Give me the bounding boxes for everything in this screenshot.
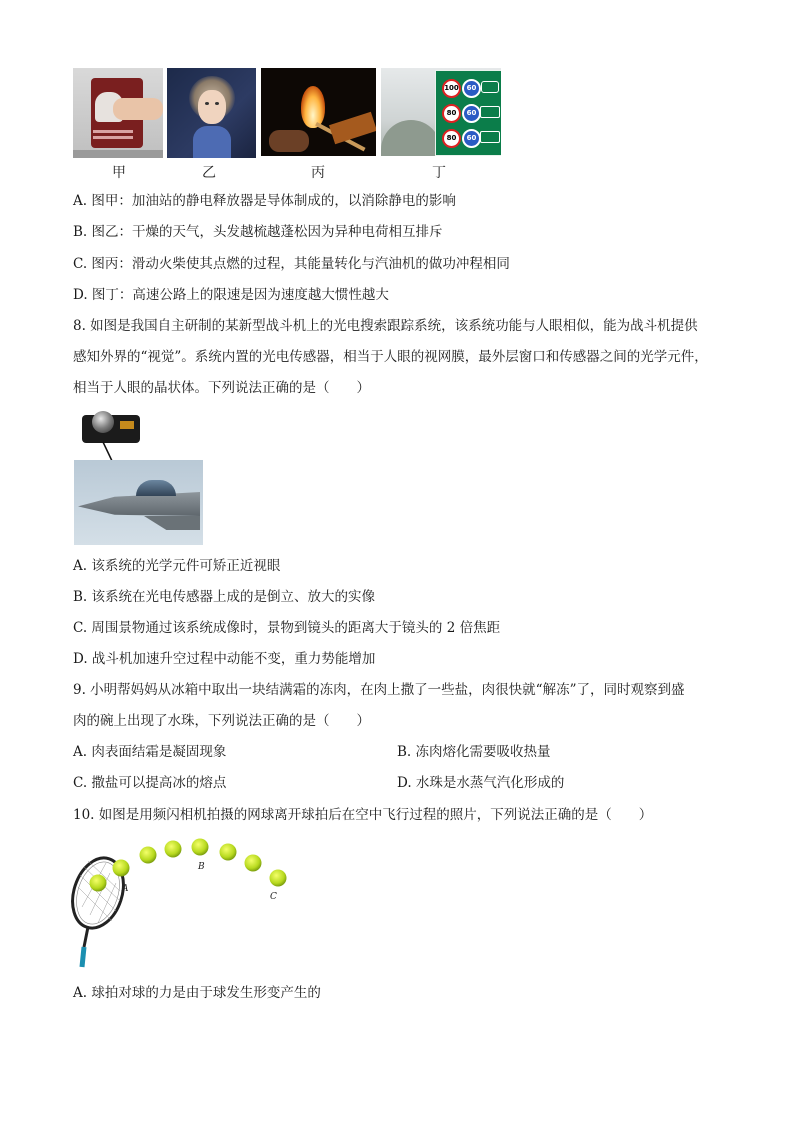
tennis-ball-6 [220, 844, 237, 861]
q9-option-d: D. 水珠是水蒸气汽化形成的 [397, 775, 565, 791]
point-label-a: A [122, 884, 129, 894]
point-label-c: C [270, 892, 277, 902]
point-label-b: B [198, 862, 205, 872]
tennis-ball-2 [113, 860, 130, 877]
q8-stem-line2: 感知外界的“视觉”。系统内置的光电传感器，相当于人眼的视网膜，最外层窗口和传感器之间的光学元件， [73, 349, 708, 365]
q8-fighter-jet-photo [74, 460, 203, 545]
q8-option-c: C. 周围景物通过该系统成像时，景物到镜头的距离大于镜头的 2 倍焦距 [73, 620, 501, 636]
photo-yi-girl-hair [167, 68, 256, 158]
q9-option-c: C. 撒盐可以提高冰的熔点 [73, 775, 227, 791]
photo-bing-match-flame [261, 68, 376, 156]
sign-min-2: 60 [462, 104, 481, 123]
q10-option-a: A. 球拍对球的力是由于球发生形变产生的 [73, 985, 321, 1001]
tennis-ball-3 [140, 847, 157, 864]
tennis-ball-4 [165, 841, 182, 858]
photo-ding-speed-limit-sign [381, 68, 501, 156]
q7-option-d: D. 图丁：高速公路上的限速是因为速度越大惯性越大 [73, 287, 389, 303]
q8-option-d: D. 战斗机加速升空过程中动能不变，重力势能增加 [73, 651, 376, 667]
tennis-ball-8 [270, 870, 287, 887]
tennis-ball-1 [90, 875, 107, 892]
q7-option-c: C. 图丙：滑动火柴使其点燃的过程，其能量转化与汽油机的做功冲程相同 [73, 256, 510, 272]
bus-icon [480, 106, 500, 118]
sign-min-3: 60 [462, 129, 481, 148]
speed-sign-board [435, 70, 501, 156]
sign-min-1: 60 [462, 79, 481, 98]
caption-yi: 乙 [202, 165, 216, 181]
caption-ding: 丁 [432, 165, 446, 181]
car-icon [481, 81, 499, 93]
sign-limit-3: 80 [442, 129, 461, 148]
photo-jia-static-discharger [73, 68, 163, 158]
q8-option-b: B. 该系统在光电传感器上成的是倒立、放大的实像 [73, 589, 376, 605]
caption-bing: 丙 [311, 165, 325, 181]
q7-option-a: A. 图甲：加油站的静电释放器是导体制成的，以消除静电的影响 [73, 193, 456, 209]
q8-stem-line3: 相当于人眼的晶状体。下列说法正确的是（ ） [73, 380, 370, 396]
q7-option-b: B. 图乙：干燥的天气，头发越梳越蓬松因为异种电荷相互排斥 [73, 224, 443, 240]
q9-stem-line2: 肉的碗上出现了水珠，下列说法正确的是（ ） [73, 713, 370, 729]
tennis-ball-5 [192, 839, 209, 856]
tennis-ball-7 [245, 855, 262, 872]
truck-icon [480, 131, 500, 143]
q8-option-a: A. 该系统的光学元件可矫正近视眼 [73, 558, 281, 574]
q10-tennis-diagram [66, 835, 306, 975]
sign-limit-2: 80 [442, 104, 461, 123]
q9-option-a: A. 肉表面结霜是凝固现象 [73, 744, 227, 760]
sign-limit-1: 100 [442, 79, 461, 98]
q8-stem-line1: 8. 如图是我国自主研制的某新型战斗机上的光电搜索跟踪系统，该系统功能与人眼相似，能为战斗机提供 [73, 318, 698, 334]
q9-option-b: B. 冻肉熔化需要吸收热量 [397, 744, 551, 760]
caption-jia: 甲 [112, 165, 126, 181]
q10-stem: 10. 如图是用频闪相机拍摄的网球离开球拍后在空中飞行过程的照片，下列说法正确的是（ ） [73, 807, 653, 823]
q9-stem-line1: 9. 小明帮妈妈从冰箱中取出一块结满霜的冻肉，在肉上撒了一些盐，肉很快就“解冻”了，同时观察到盛 [73, 682, 685, 698]
